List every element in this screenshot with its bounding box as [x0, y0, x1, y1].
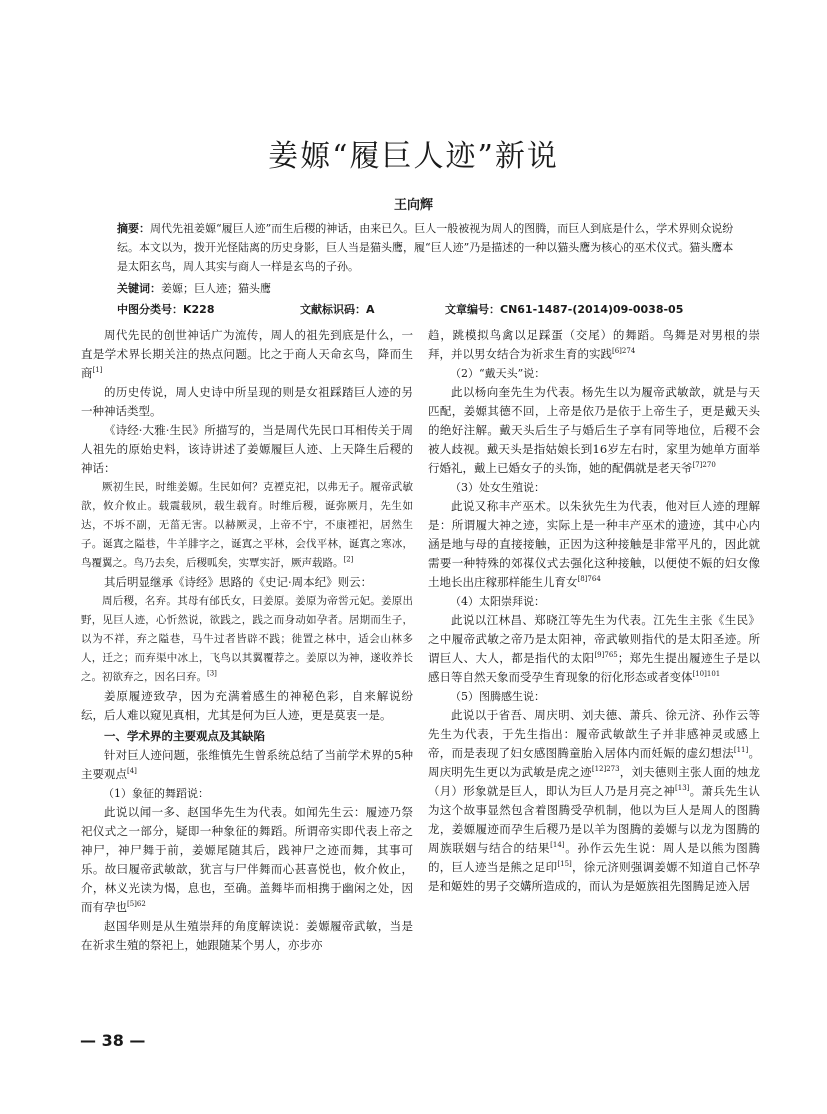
article-number: 文章编号：CN61-1487-(2014)09-0038-05	[445, 303, 684, 316]
paragraph-text: （5）图腾感生说：	[450, 690, 545, 703]
citation-ref: [1]	[92, 366, 103, 375]
body-paragraph	[428, 497, 760, 592]
body-paragraph	[428, 706, 760, 896]
document-code: 文献标识码：A	[300, 303, 375, 316]
body-paragraph	[81, 421, 413, 478]
abstract	[117, 219, 737, 276]
left-column	[81, 326, 413, 955]
citation-ref: [15]	[557, 860, 572, 869]
paragraph-text: （2）“戴天头”说：	[450, 367, 546, 380]
page-number: — 38 —	[80, 1031, 146, 1050]
paragraph-text: （1）象征的舞蹈说：	[103, 787, 209, 800]
paragraph-text: 其后明显继承《诗经》思路的《史记·周本纪》则云：	[104, 575, 373, 589]
paragraph-text: 的历史传说，周人史诗中所呈现的则是女祖踩踏巨人迹的另一种神话类型。	[81, 385, 413, 418]
body-paragraph	[428, 326, 760, 364]
paragraph-text: 此说以闻一多、赵国华先生为代表。如闻先生云：履迹乃祭祀仪式之一部分，疑即一种象征的舞蹈。所谓帝实即代表上帝之神尸，神尸舞于前，姜嫄尾随其后，践神尸之迹而舞，其事可乐。故曰履帝武敏歆，犹言与尸伴舞而心甚喜悦也，攸介攸止，介，林义光读为愒，息也，至确。盖舞毕而相携于幽闲之处，因而有孕也	[81, 805, 413, 914]
paragraph-text: 。萧兵先生认为这个故事显然包含着图腾受孕机制，他以为巨人是周人的图腾龙，姜嫄履迹而孕生后稷乃是以羊为图腾的姜嫄与以龙为图腾的周族联姻与结合的结果	[428, 784, 761, 855]
subsection-label	[81, 784, 413, 803]
paragraph-text: 赵国华则是从生殖崇拜的角度解读说：姜嫄履帝武敏，当是在祈求生殖的祭祀上，她跟随某个男人，亦步亦	[81, 919, 413, 952]
paragraph-text: （3）处女生殖说：	[450, 481, 545, 494]
citation-ref: [10]101	[692, 670, 721, 679]
keywords-label: 关键词：	[117, 282, 161, 295]
keywords-text: 姜嫄；巨人迹；猫头鹰	[161, 282, 271, 295]
paragraph-text: 此说以江林昌、郑晓江等先生为代表。江先生主张《生民》之中履帝武敏之帝乃是太阳神，帝武敏则指代的是太阳圣迹。所谓巨人、大人，都是指代的太阳	[428, 613, 760, 665]
citation-ref: [7]270	[692, 461, 716, 470]
author-name: 王向辉	[393, 198, 433, 213]
paragraph-text: ，徐元济则强调姜嫄不知道自己怀孕是和姬姓的男子交媾所造成的，而认为是姬族祖先图腾足迹入居	[428, 860, 761, 893]
subsection-label	[428, 687, 760, 706]
citation-ref: [4]	[127, 767, 137, 776]
paragraph-text: 一、学术界的主要观点及其缺陷	[104, 729, 265, 743]
paragraph-text: 。孙作云先生说：周人是以熊为图腾的，巨人迹当是熊之足印	[428, 841, 761, 874]
subsection-label	[428, 478, 760, 497]
citation-ref: [11]	[733, 746, 749, 755]
clc-number: 中图分类号：K228	[117, 303, 215, 316]
citation-ref: [12]273	[591, 765, 620, 774]
subsection-label	[428, 592, 760, 611]
paragraph-text: 周代先民的创世神话广为流传，周人的祖先到底是什么，一直是学术界长期关注的热点问题。比之于商人天命玄鸟，降而生商	[81, 328, 413, 380]
right-column	[428, 326, 760, 896]
body-paragraph	[81, 746, 413, 784]
keywords	[117, 279, 737, 298]
abstract-label: 摘要：	[117, 222, 150, 235]
paragraph-text: 姜原履迹致孕，因为充满着感生的神秘色彩，自来解说纷纭，后人难以窥见真相，尤其是何为巨人迹，更是莫衷一是。	[81, 689, 413, 722]
citation-ref: [5]62	[127, 900, 146, 909]
paragraph-text: 此以杨向奎先生为代表。杨先生以为履帝武敏歆，就是与天匹配，姜嫄其德不回，上帝是依乃是依于上帝生子，更是戴天头的绝好注解。戴天头后生子与婚后生子享有同等地位，后稷不会被人歧视。戴天头是指姑娘长到16岁左右时，家里为她单方面举行婚礼，戴上已婚女子的头饰，她的配偶就是老天爷	[428, 385, 760, 475]
subsection-label	[428, 364, 760, 383]
paragraph-text: 周后稷，名弃。其母有邰氏女，曰姜原。姜原为帝喾元妃。姜原出野，见巨人迹，心忻然说，欲践之，践之而身动如孕者。居期而生子，以为不祥，弃之隘巷，马牛过者皆辟不践；徙置之林中，适会山林多人，迁之；而弃渠中冰上，飞鸟以其翼覆荐之。姜原以为神，遂收养长之。初欲弃之，因名曰弃。	[81, 595, 413, 683]
body-paragraph	[81, 687, 413, 725]
paragraph-text: （4）太阳崇拜说：	[450, 595, 545, 608]
citation-ref: [13]	[675, 784, 690, 793]
paragraph-text: 此说以于省吾、周庆明、刘夫德、萧兵、徐元济、孙作云等先生为代表，于先生指出：履帝武敏歆生子并非感神灵或感上帝，而是表现了妇女感图腾童胎入居体内而妊娠的虚幻想法	[428, 708, 760, 760]
body-paragraph	[81, 917, 413, 955]
article-title: 姜嫄“履巨人迹”新说	[268, 139, 559, 174]
citation-ref: [8]764	[577, 575, 601, 584]
paragraph-text: 《诗经·大雅·生民》所描写的，当是周代先民口耳相传关于周人祖先的原始史料，该诗讲述了姜嫄履巨人迹、上天降生后稷的神话：	[81, 423, 413, 475]
block-quote	[81, 592, 413, 687]
paragraph-text: 。周庆明先生更以为武敏是虎之迹	[428, 746, 760, 779]
body-paragraph	[81, 326, 413, 383]
block-quote	[81, 478, 413, 573]
body-paragraph	[81, 573, 413, 592]
paragraph-text: ；郑先生提出履迹生子是以感日等自然天象而受孕生育现象的衍化形态或者变体	[428, 651, 761, 684]
paragraph-text: 此说又称丰产巫术。以朱狄先生为代表，他对巨人迹的理解是：所谓履大神之迹，实际上是一种丰产巫术的遗迹，其中心内涵是地与母的直接接触，正因为这种接触是非常平凡的，因此就需要一种特殊的郊禖仪式去强化这种接触，以便使不娠的妇女像土地长出庄稼那样能生儿育女	[428, 499, 760, 589]
citation-ref: [2]	[343, 555, 354, 564]
citation-ref: [14]	[550, 841, 565, 850]
abstract-text: 周代先祖姜嫄“履巨人迹”而生后稷的神话，由来已久。巨人一般被视为周人的图腾，而巨人到底是什么，学术界则众说纷纭。本文以为，拨开光怪陆离的历史身影，巨人当是猫头鹰，履“巨人迹”乃是描述的一种以猫头鹰为核心的巫术仪式。猫头鹰本是太阳玄鸟，周人其实与商人一样是玄鸟的子孙。	[117, 222, 734, 273]
body-paragraph	[81, 803, 413, 917]
body-paragraph	[428, 611, 760, 687]
paragraph-text: ，刘夫德则主张人面的烛龙（月）形象就是巨人，即认为巨人乃是月亮之神	[428, 765, 761, 798]
body-paragraph	[428, 383, 760, 478]
citation-ref: [6]274	[612, 347, 636, 356]
paragraph-text: 针对巨人迹问题，张维慎先生曾系统总结了当前学术界的5种主要观点	[81, 748, 413, 781]
paragraph-text: 趋，跳模拟鸟禽以足踩蛋（交尾）的舞蹈。鸟舞是对男根的崇拜，并以男女结合为祈求生育的实践	[428, 328, 760, 361]
body-paragraph	[81, 383, 413, 421]
citation-ref: [3]	[207, 669, 217, 678]
paragraph-text: 厥初生民，时维姜嫄。生民如何？克禋克祀，以弗无子。履帝武敏歆，攸介攸止。载震载夙，载生载育。时维后稷，诞弥厥月，先生如达，不坼不副，无菑无害。以赫厥灵，上帝不宁，不康禋祀，居然生子。诞寘之隘巷，牛羊腓字之，诞寘之平林，会伐平林，诞寘之寒冰，鸟覆翼之。鸟乃去矣，后稷呱矣，实覃实訏，厥声载路。	[81, 481, 413, 569]
citation-ref: [9]765	[594, 651, 618, 660]
section-heading	[81, 727, 413, 746]
